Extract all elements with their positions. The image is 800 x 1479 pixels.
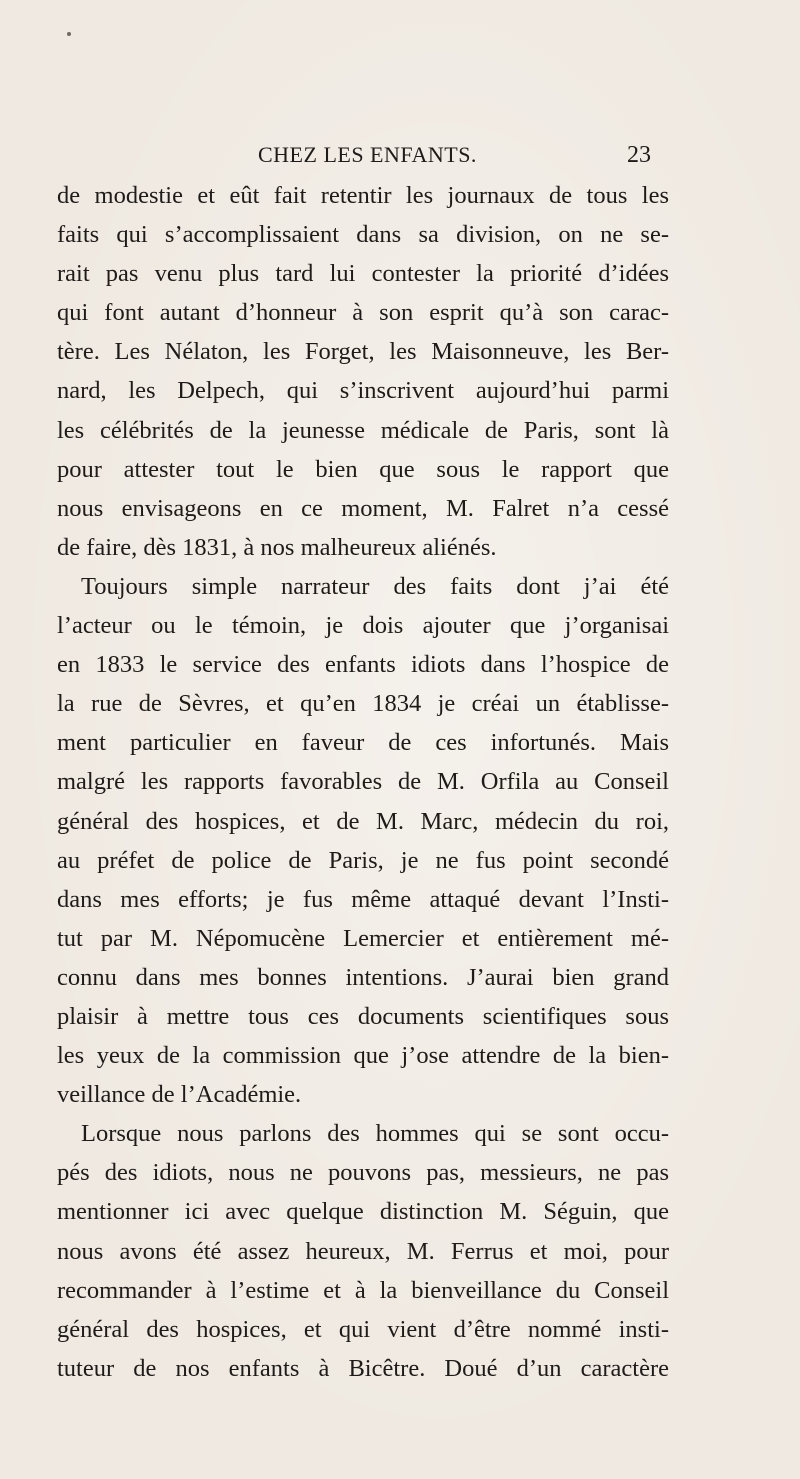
text-line: nous avons été assez heureux, M. Ferrus et moi, pour — [57, 1237, 669, 1265]
text-line: ment particulier en faveur de ces infortunés. Mais — [57, 729, 669, 757]
text-line: au préfet de police de Paris, je ne fus point secondé — [57, 846, 669, 874]
paragraph-end-line: de faire, dès 1831, à nos malheureux aliénés. — [57, 533, 497, 561]
running-header — [0, 142, 800, 172]
running-title: CHEZ LES ENFANTS. — [258, 142, 477, 167]
text-line: recommander à l’estime et à la bienveillance du Conseil — [57, 1276, 669, 1304]
text-line: malgré les rapports favorables de M. Orfila au Conseil — [57, 768, 669, 796]
paragraph-start-line: Toujours simple narrateur des faits dont j’ai été — [81, 572, 669, 600]
text-line: tut par M. Népomucène Lemercier et entièrement mé- — [57, 924, 669, 952]
text-line: rait pas venu plus tard lui contester la priorité d’idées — [57, 260, 669, 288]
text-line: général des hospices, et de M. Marc, médecin du roi, — [57, 807, 669, 835]
text-line: nous envisageons en ce moment, M. Falret n’a cessé — [57, 494, 669, 522]
page-number: 23 — [627, 142, 651, 168]
text-line: pés des idiots, nous ne pouvons pas, messieurs, ne pas — [57, 1159, 669, 1187]
paragraph-end-line: veillance de l’Académie. — [57, 1081, 302, 1109]
text-line: l’acteur ou le témoin, je dois ajouter que j’organisai — [57, 612, 669, 640]
text-line: tuteur de nos enfants à Bicêtre. Doué d’un caractère — [57, 1354, 669, 1382]
text-line: nard, les Delpech, qui s’inscrivent aujourd’hui parmi — [57, 377, 669, 405]
text-line: dans mes efforts; je fus même attaqué devant l’Insti- — [57, 885, 669, 913]
text-line: les yeux de la commission que j’ose attendre de la bien- — [57, 1042, 669, 1070]
text-line: connu dans mes bonnes intentions. J’aurai bien grand — [57, 963, 669, 991]
text-line: plaisir à mettre tous ces documents scientifiques sous — [57, 1002, 669, 1030]
text-line: faits qui s’accomplissaient dans sa division, on ne se- — [57, 221, 669, 249]
text-line: qui font autant d’honneur à son esprit qu’à son carac- — [57, 299, 669, 327]
text-line: la rue de Sèvres, et qu’en 1834 je créai un établisse- — [57, 690, 669, 718]
body-text — [57, 176, 669, 1388]
text-line: mentionner ici avec quelque distinction M. Séguin, que — [57, 1198, 669, 1226]
text-line: pour attester tout le bien que sous le rapport que — [57, 455, 669, 483]
ink-speck — [67, 32, 71, 36]
text-line: général des hospices, et qui vient d’être nommé insti- — [57, 1315, 669, 1343]
paragraph-start-line: Lorsque nous parlons des hommes qui se sont occu- — [81, 1120, 669, 1148]
text-line: les célébrités de la jeunesse médicale de Paris, sont là — [57, 416, 669, 444]
text-line: de modestie et eût fait retentir les journaux de tous les — [57, 182, 669, 209]
text-line: tère. Les Nélaton, les Forget, les Maisonneuve, les Ber- — [57, 338, 669, 366]
text-line: en 1833 le service des enfants idiots dans l’hospice de — [57, 651, 669, 679]
